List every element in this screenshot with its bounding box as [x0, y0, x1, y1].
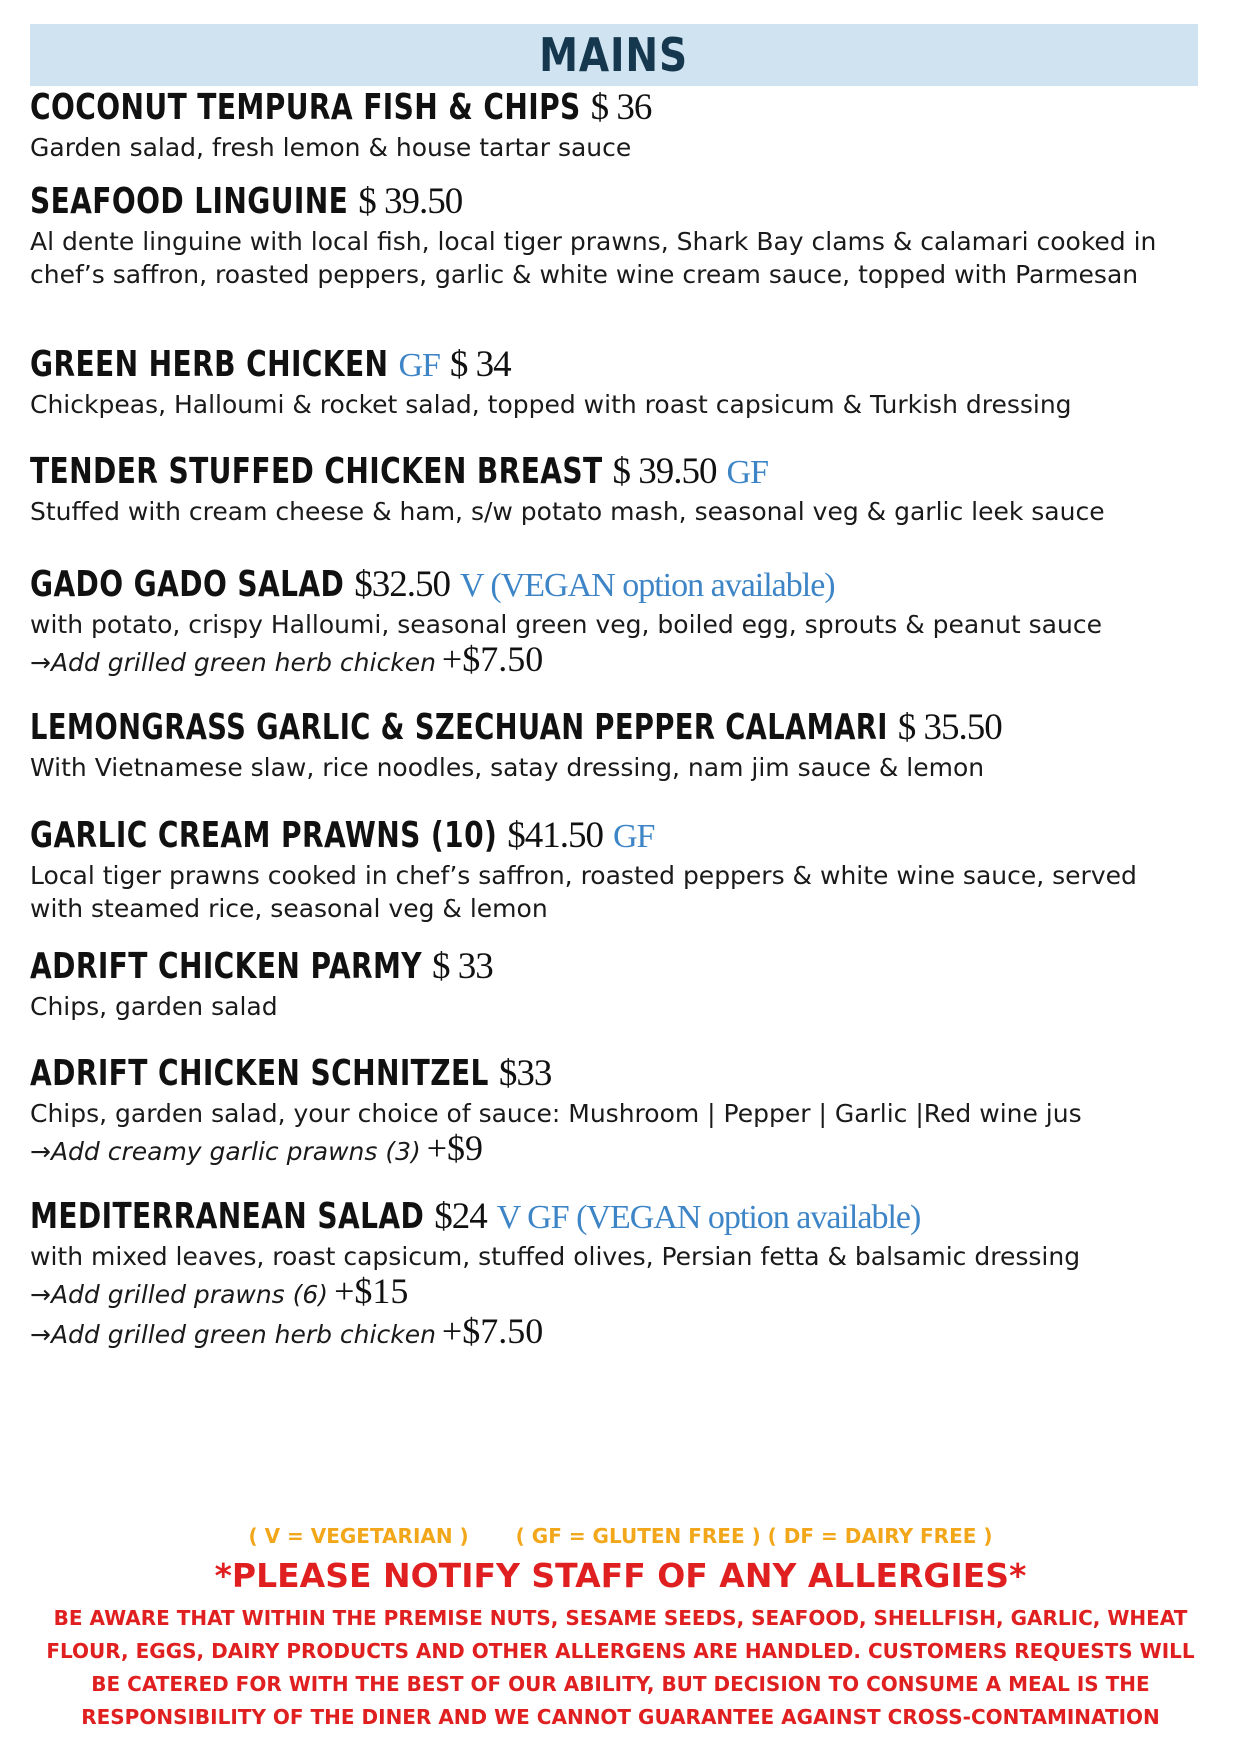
addon-text: →Add creamy garlic prawns (3): [30, 1137, 421, 1166]
dish-description: Chips, garden salad, your choice of sauce: Mushroom | Pepper | Garlic |Red wine jus: [30, 1099, 1082, 1128]
addon-line: [30, 1313, 1220, 1353]
dish-name: ADRIFT CHICKEN PARMY: [30, 946, 423, 987]
dish-name: GARLIC CREAM PRAWNS (10): [30, 815, 498, 856]
dish-description: Stuffed with cream cheese & ham, s/w potato mash, seasonal veg & garlic leek sauce: [30, 497, 1105, 526]
dietary-tag: V (VEGAN option available): [459, 567, 835, 604]
dietary-tag: GF: [613, 818, 655, 855]
menu-item-heading: [30, 180, 1220, 223]
menu-item: [30, 945, 1220, 1023]
dish-description: Al dente linguine with local fish, local tiger prawns, Shark Bay clams & calamari cooked in chef’s saffron, roasted peppers, garlic & white wine cream sauce, topped with Parmesan: [30, 227, 1157, 289]
addon-price: +$9: [426, 1128, 484, 1168]
addon-price: +$15: [334, 1271, 409, 1311]
menu-item: [30, 86, 1220, 164]
menu-item-heading: [30, 814, 1220, 857]
menu-item-heading: [30, 1052, 1220, 1095]
dish-name: SEAFOOD LINGUINE: [30, 181, 349, 222]
menu-item-heading: [30, 945, 1220, 988]
menu-item: [30, 1052, 1220, 1170]
addon-line: [30, 1273, 1220, 1313]
menu-item-heading: [30, 563, 1220, 606]
legend-vegetarian: ( V = VEGETARIAN ): [248, 1524, 469, 1548]
dish-price: $ 39.50: [612, 451, 717, 492]
dietary-tag: GF: [726, 454, 769, 491]
dish-name: LEMONGRASS GARLIC & SZECHUAN PEPPER CALAMARI: [30, 707, 888, 748]
dish-price: $24: [434, 1196, 487, 1237]
dish-price: $ 34: [449, 344, 511, 385]
dish-description: With Vietnamese slaw, rice noodles, satay dressing, nam jim sauce & lemon: [30, 753, 985, 782]
dish-name: TENDER STUFFED CHICKEN BREAST: [30, 451, 603, 492]
allergy-notice: BE AWARE THAT WITHIN THE PREMISE NUTS, SESAME SEEDS, SEAFOOD, SHELLFISH, GARLIC, WHEAT FLOUR, EGGS, DAIRY PRODUCTS AND OTHER ALLERGENS ARE HANDLED. CUSTOMERS REQUESTS WILL BE CATERED FOR WITH THE BEST OF OUR ABILITY, BUT DECISION TO CONSUME A MEAL IS THE RESPONSIBILITY OF THE DINER AND WE CANNOT GUARANTEE AGAINST CROSS-CONTAMINATION: [46, 1606, 1195, 1729]
addon-text: →Add grilled prawns (6): [30, 1280, 329, 1309]
allergy-heading: *PLEASE NOTIFY STAFF OF ANY ALLERGIES*: [214, 1556, 1027, 1595]
dish-price: $41.50: [507, 815, 603, 856]
menu-item: [30, 343, 1220, 421]
dish-description: with mixed leaves, roast capsicum, stuffed olives, Persian fetta & balsamic dressing: [30, 1242, 1081, 1271]
menu-item: [30, 180, 1220, 291]
menu-item: [30, 1195, 1220, 1353]
addon-text: →Add grilled green herb chicken: [30, 648, 436, 677]
addon-price: +$7.50: [441, 1311, 544, 1351]
menu-item-heading: [30, 86, 1220, 129]
dietary-tag: V GF (VEGAN option available): [496, 1199, 921, 1236]
addon-price: +$7.50: [441, 639, 544, 679]
dish-price: $33: [498, 1053, 552, 1094]
dish-name: MEDITERRANEAN SALAD: [30, 1196, 425, 1237]
dish-name: ADRIFT CHICKEN SCHNITZEL: [30, 1053, 489, 1094]
legend-gluten-dairy: ( GF = GLUTEN FREE ) ( DF = DAIRY FREE ): [515, 1524, 993, 1548]
menu-item: [30, 563, 1220, 681]
menu-item: [30, 706, 1220, 784]
dietary-legend: [0, 1524, 1241, 1548]
dish-name: COCONUT TEMPURA FISH & CHIPS: [30, 87, 581, 128]
addon-line: [30, 1130, 1220, 1170]
menu-item-heading: [30, 1195, 1220, 1238]
menu-item-heading: [30, 343, 1220, 386]
section-title: MAINS: [539, 28, 689, 82]
dietary-tag: GF: [398, 347, 440, 384]
dish-description: Garden salad, fresh lemon & house tartar sauce: [30, 133, 632, 162]
dish-price: $ 39.50: [358, 181, 463, 222]
dish-name: GADO GADO SALAD: [30, 564, 345, 605]
dish-description: Chips, garden salad: [30, 992, 278, 1021]
dish-description: with potato, crispy Halloumi, seasonal green veg, boiled egg, sprouts & peanut sauce: [30, 610, 1102, 639]
dish-description: Local tiger prawns cooked in chef’s saffron, roasted peppers & white wine sauce, served with steamed rice, seasonal veg & lemon: [30, 861, 1137, 923]
dish-price: $ 35.50: [897, 707, 1002, 748]
addon-text: →Add grilled green herb chicken: [30, 1320, 436, 1349]
dish-name: GREEN HERB CHICKEN: [30, 344, 389, 385]
menu-item-heading: [30, 706, 1220, 749]
menu-item: [30, 814, 1220, 925]
dish-description: Chickpeas, Halloumi & rocket salad, topped with roast capsicum & Turkish dressing: [30, 390, 1072, 419]
addon-line: [30, 641, 1220, 681]
section-banner: [30, 24, 1198, 86]
dish-price: $32.50: [354, 564, 450, 605]
dish-price: $ 33: [432, 946, 493, 987]
menu-item: [30, 450, 1220, 528]
dish-price: $ 36: [590, 87, 652, 128]
menu-item-heading: [30, 450, 1220, 493]
